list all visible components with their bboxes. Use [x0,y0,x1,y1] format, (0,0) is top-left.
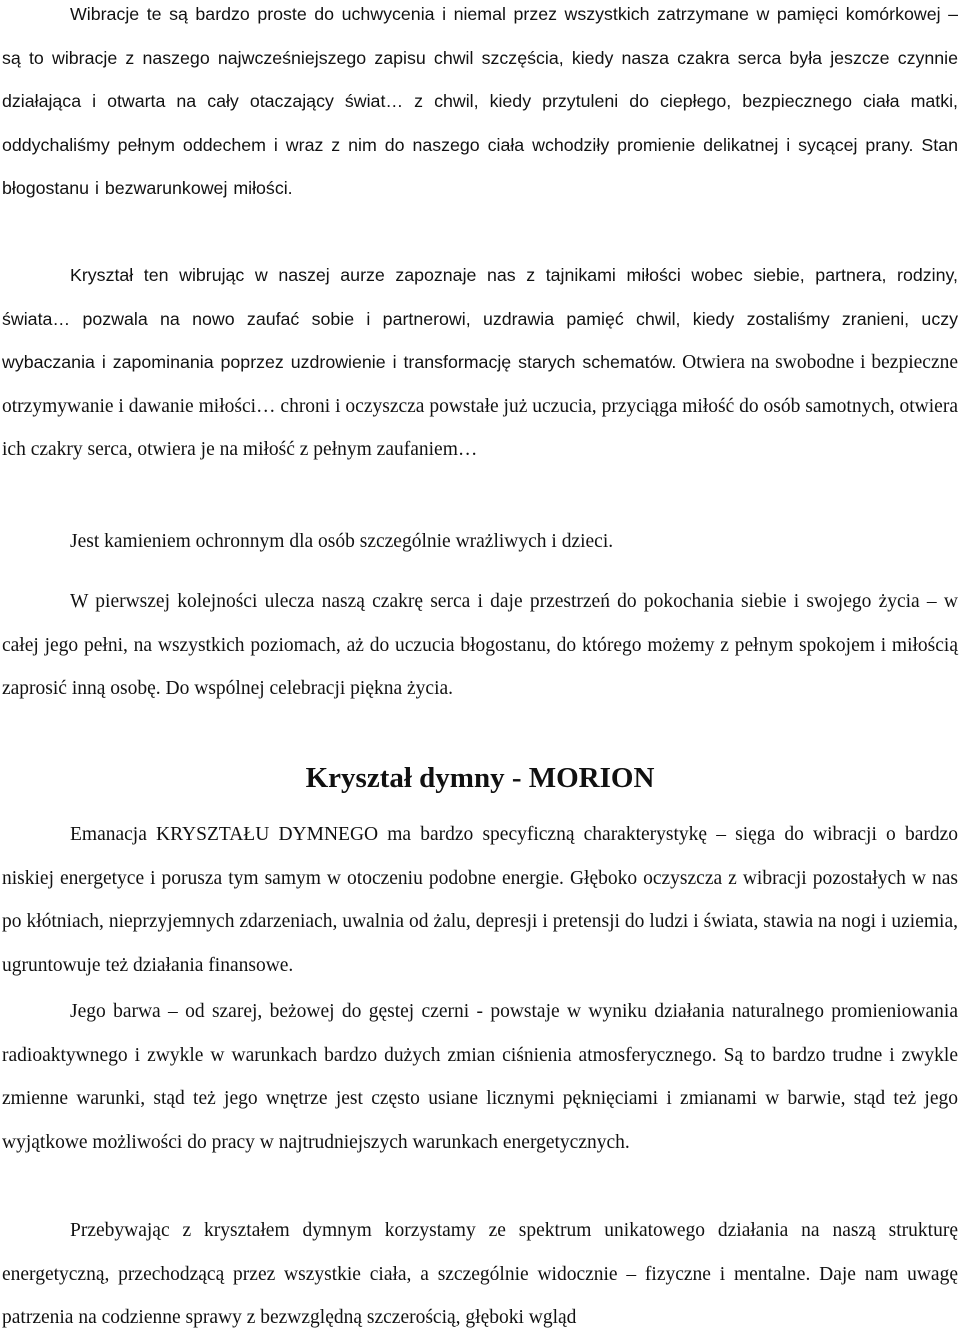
paragraph-text: Wibracje te są bardzo proste do uchwycenia i niemal przez wszystkich zatrzymane w pamięci komórkowej – są to wibracje z naszego najwcześniejszego zapisu chwil szczęścia, kiedy nasza czakra serca była jeszcze czynnie działająca i otwarta na cały otaczający świat… z chwil, kiedy przytuleni do ciepłego, bezpiecznego ciała matki, oddychaliśmy pełnym oddechem i wraz z nim do naszego ciała wchodziły promienie delikatnej i sycącej prany. Stan błogostanu i bezwarunkowej miłości. [2,4,958,199]
paragraph-text: Jego barwa – od szarej, beżowej do gęstej czerni - powstaje w wyniku działania naturalnego promieniowania radioaktywnego i zwykle w warunkach bardzo dużych zmian ciśnienia atmosferycznego. Są to bardzo trudne i zwykle zmienne warunki, stąd też jego wnętrze jest często usiane licznymi pęknięciami i zmianami w barwie, stąd też jego wyjątkowe możliwości do pracy w najtrudniejszych warunkach energetycznych. [2,1001,958,1153]
paragraph-text: Jest kamieniem ochronnym dla osób szczególnie wrażliwych i dzieci. [70,531,614,552]
paragraph-emanacja [2,813,958,987]
paragraph-czakra-serca [2,580,958,711]
paragraph-text: Przebywając z kryształem dymnym korzystamy ze spektrum unikatowego działania na naszą strukturę energetyczną, przechodzącą przez wszystkie ciała, a szczególnie widocznie – fizyczne i mentalne. Daje nam uwagę patrzenia na codzienne sprawy z bezwzględną szczerością, głęboki wgląd [2,1220,958,1329]
section-heading: Kryształ dymny - MORION [305,762,655,794]
paragraph-kamien-ochronny [2,520,958,564]
paragraph-text: W pierwszej kolejności ulecza naszą czakrę serca i daje przestrzeń do pokochania siebie i swojego życia – w całej jego pełni, na wszystkich poziomach, aż do uczucia błogostanu, do którego możemy z pełnym spokojem i miłością zaprosić inną osobę. Do wspólnej celebracji piękna życia. [2,591,958,700]
paragraph-text-serif: Otwiera na swobodne i bezpieczne otrzymywanie i dawanie miłości… chroni i oczyszcza powstałe już uczucia, przyciąga miłość do osób samotnych, otwiera ich czakry serca, otwiera je na miłość z pełnym zaufaniem… [2,352,959,461]
paragraph-przebywajac [2,1209,958,1340]
paragraph-text: Emanacja KRYSZTAŁU DYMNEGO ma bardzo specyficzną charakterystykę – sięga do wibracji o bardzo niskiej energetyce i porusza tym samym w otoczeniu podobne energie. Głęboko oczyszcza z wibracji pozostałych w nas po kłótniach, nieprzyjemnych zdarzeniach, uwalnia od żalu, depresji i pretensji do ludzi i świata, stawia na nogi i uziemia, ugruntowuje też działania finansowe. [2,824,958,976]
paragraph-text-sans: Kryształ ten wibrując w naszej aurze zapoznaje nas z tajnikami miłości wobec siebie, partnera, rodziny, świata… pozwala na nowo zaufać sobie i partnerowi, uzdrawia pamięć chwil, kiedy zostaliśmy zranieni, uczy wybaczania i zapominania poprzez uzdrowienie i transformację starych schematów. [2,265,958,373]
paragraph-barwa [2,990,958,1164]
paragraph-wibracje [2,0,958,211]
paragraph-krysztal-ten [2,254,958,472]
